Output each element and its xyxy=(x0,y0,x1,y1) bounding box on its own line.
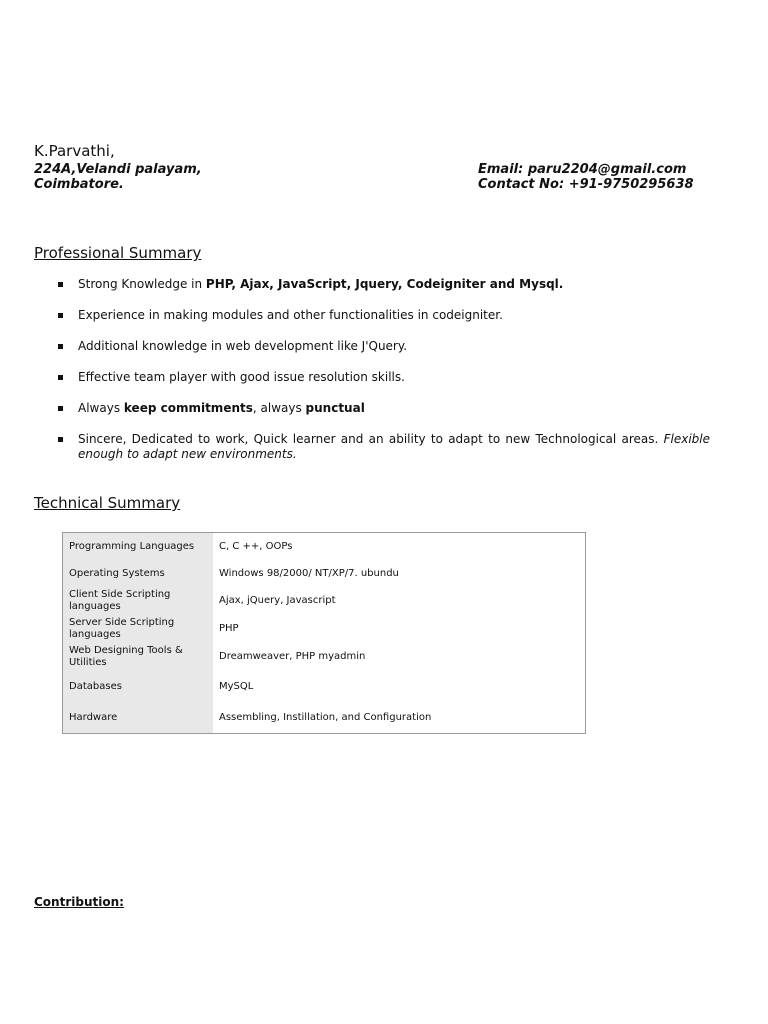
bullet-icon xyxy=(58,344,63,349)
list-item xyxy=(58,370,710,385)
item-text-bold: keep commitments xyxy=(123,401,253,415)
row-value: PHP xyxy=(219,623,239,634)
table-row xyxy=(63,533,586,562)
item-text: Strong Knowledge in xyxy=(78,277,206,291)
bullet-icon xyxy=(58,406,63,411)
table-row xyxy=(63,703,586,734)
table-row xyxy=(63,615,586,643)
bullet-icon xyxy=(58,437,63,442)
list-item xyxy=(58,339,710,354)
item-text-italic: Flexible enough to adapt new environments. xyxy=(78,432,710,461)
list-item xyxy=(58,401,710,416)
item-text-bold: punctual xyxy=(305,401,365,415)
row-label: Databases xyxy=(63,671,214,703)
table-row xyxy=(63,587,586,615)
item-text: Always xyxy=(78,401,124,415)
row-value: Ajax, jQuery, Javascript xyxy=(219,595,336,606)
item-text: Experience in making modules and other functionalities in codeigniter. xyxy=(78,308,503,322)
address-line-1: 224A,Velandi palayam, xyxy=(34,162,202,177)
bullet-icon xyxy=(58,313,63,318)
address-line-2: Coimbatore. xyxy=(34,177,124,192)
row-label: Web Designing Tools & Utilities xyxy=(63,643,214,671)
item-text: Sincere, Dedicated to work, Quick learner and an ability to adapt to new Technological areas. xyxy=(78,432,664,446)
row-value: Windows 98/2000/ NT/XP/7. ubundu xyxy=(219,568,399,579)
item-text-bold: PHP, Ajax, JavaScript, Jquery, Codeigniter and Mysql. xyxy=(205,277,564,291)
row-label: Hardware xyxy=(63,703,214,734)
technical-summary-heading: Technical Summary xyxy=(34,494,181,512)
table-row xyxy=(63,561,586,587)
bullet-icon xyxy=(58,375,63,380)
row-label: Server Side Scripting languages xyxy=(63,615,214,643)
technical-summary-table xyxy=(62,532,586,734)
item-text: Additional knowledge in web development like J'Query. xyxy=(78,339,408,353)
row-value: MySQL xyxy=(219,681,254,692)
address-block xyxy=(34,162,202,192)
contact-block xyxy=(478,162,694,192)
professional-summary-heading: Professional Summary xyxy=(34,244,202,262)
table-row xyxy=(63,671,586,703)
contribution-heading: Contribution: xyxy=(34,895,124,909)
list-item xyxy=(58,432,710,462)
item-text: Effective team player with good issue resolution skills. xyxy=(78,370,405,384)
email-line: Email: paru2204@gmail.com xyxy=(478,162,687,177)
table-row xyxy=(63,643,586,671)
row-value: Dreamweaver, PHP myadmin xyxy=(219,651,366,662)
row-label: Programming Languages xyxy=(63,533,214,562)
bullet-icon xyxy=(58,282,63,287)
list-item xyxy=(58,277,710,292)
professional-summary-list xyxy=(58,277,710,478)
list-item xyxy=(58,308,710,323)
row-value: Assembling, Instillation, and Configuration xyxy=(219,712,432,723)
candidate-name: K.Parvathi, xyxy=(34,142,115,160)
phone-line: Contact No: +91-9750295638 xyxy=(478,177,694,192)
row-label: Operating Systems xyxy=(63,561,214,587)
item-text: , always xyxy=(252,401,306,415)
row-label: Client Side Scripting languages xyxy=(63,587,214,615)
row-value: C, C ++, OOPs xyxy=(219,541,293,552)
